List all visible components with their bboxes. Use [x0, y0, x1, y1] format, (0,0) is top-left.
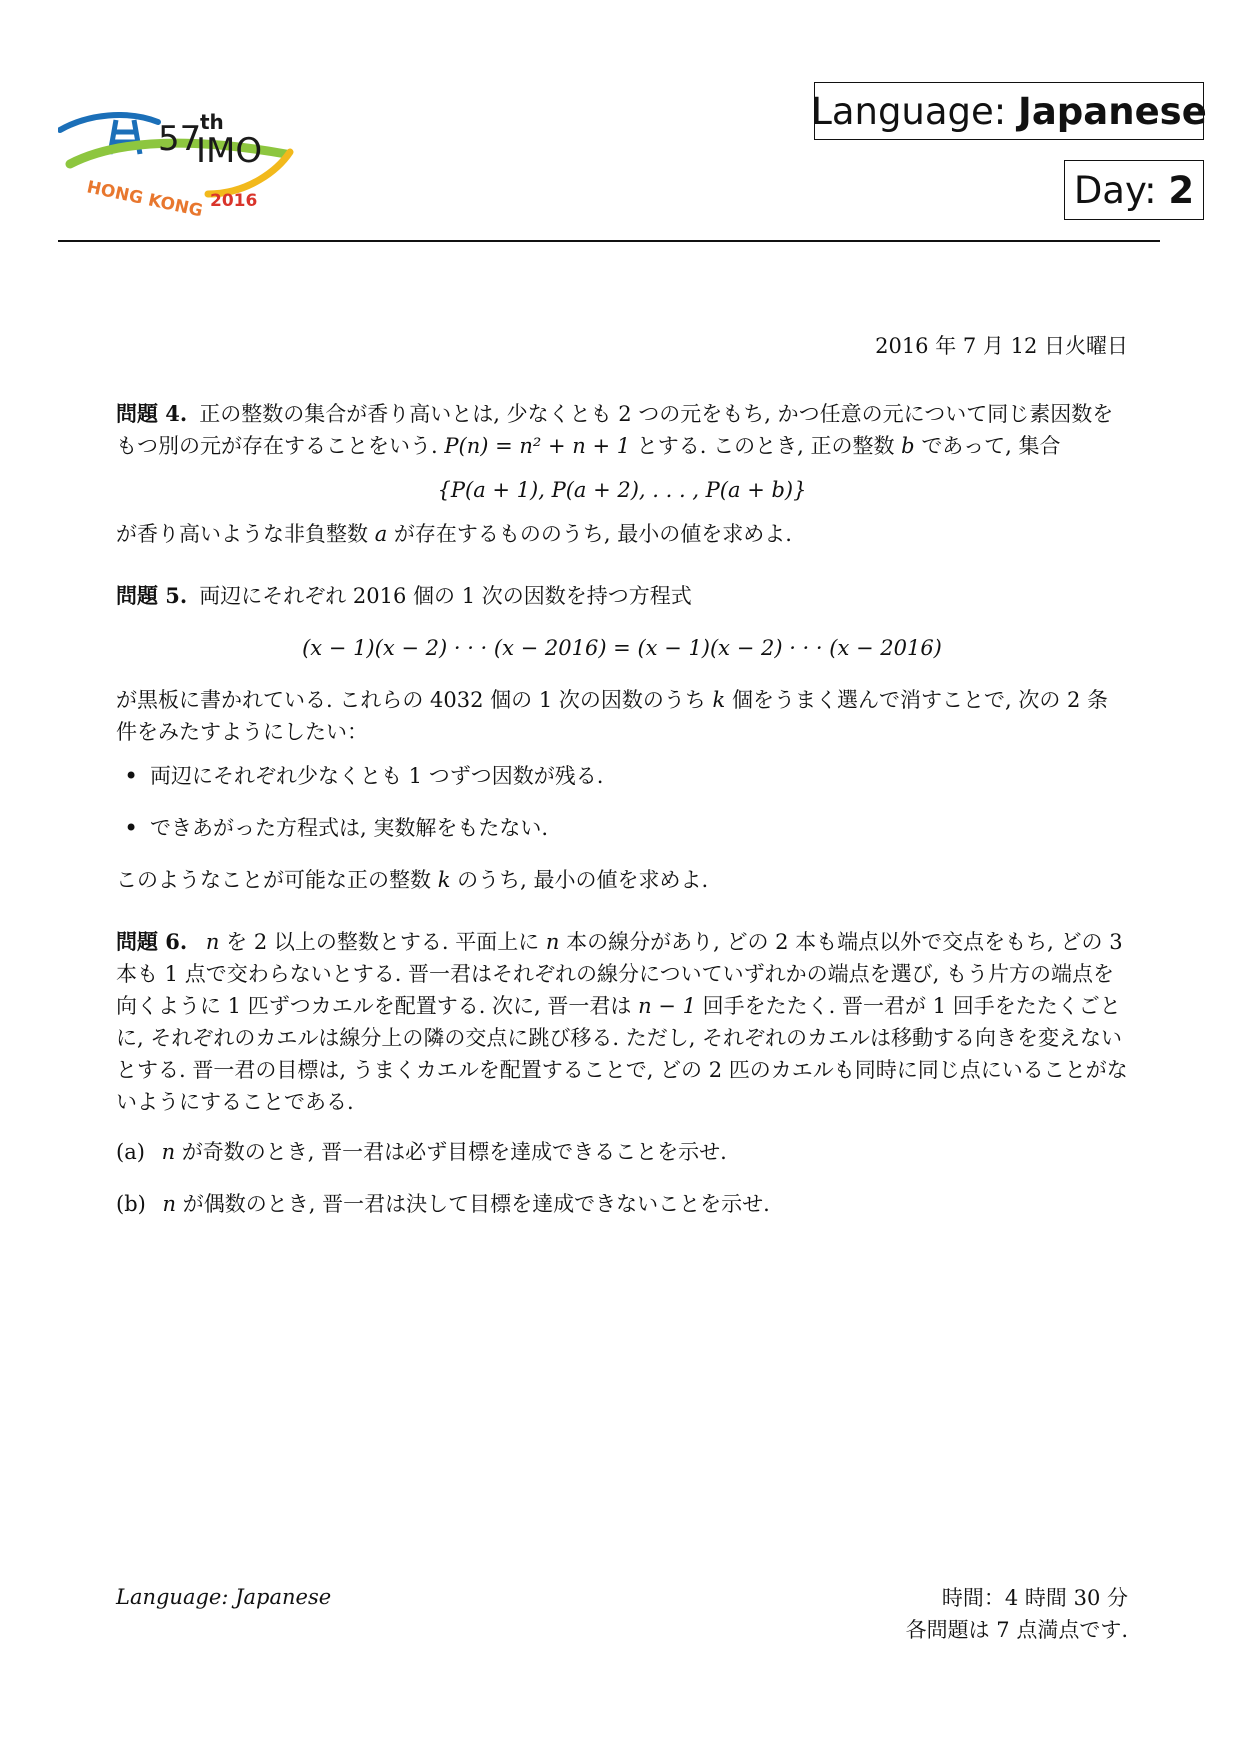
language-label: Language: — [811, 89, 1007, 133]
logo-year: 2016 — [210, 191, 258, 211]
problem-4-text-3: であって, 集合 — [921, 434, 1061, 458]
problem-6-text-3: 回手をたたく. 晋一君が 1 回手をたたくごとに, それぞれのカエルは線分上の隣の交点に跳び移る. ただし, それぞれのカエルは移動する向きを変えないとする. 晋一君の目標は, うまくカエルを配置することで, どの 2 匹のカエルも同時に同じ点にいることがないようにすることである. — [116, 994, 1128, 1114]
problem-5-display-formula: (x − 1)(x − 2) · · · (x − 2016) = (x − 1)(x − 2) · · · (x − 2016) — [302, 636, 942, 660]
problem-4-var-a: a — [374, 522, 388, 546]
footer-info — [906, 1582, 1128, 1646]
logo-city: HONG KONG — [84, 177, 205, 222]
problem-6-var-n-2: n — [545, 930, 560, 954]
problem-4 — [116, 398, 1128, 550]
problem-5-condition-1: • 両辺にそれぞれ少なくとも 1 つずつ因数が残る. — [150, 760, 1128, 792]
problem-6-part-b-text: が偶数のとき, 晋一君は決して目標を達成できないことを示せ. — [182, 1192, 770, 1216]
header-rule — [58, 240, 1160, 242]
problem-5-conditions — [116, 760, 1128, 844]
problem-4-title: 問題 4. — [116, 401, 188, 426]
day-box — [1064, 160, 1204, 220]
problem-6-part-a — [116, 1136, 1128, 1168]
logo-edition-suffix: th — [200, 112, 224, 134]
problem-6-var-n: n — [205, 930, 220, 954]
logo-edition: 57 — [158, 119, 202, 159]
day-value: 2 — [1168, 168, 1195, 212]
problem-5-text-2: が黒板に書かれている. これらの 4032 個の 1 次の因数のうち — [116, 688, 706, 712]
footer-language: Language: Japanese — [116, 1585, 332, 1609]
day-label: Day: — [1073, 168, 1157, 212]
problem-5-var-k-2: k — [437, 868, 451, 892]
problem-5-text-1: 両辺にそれぞれ 2016 個の 1 次の因数を持つ方程式 — [199, 584, 692, 608]
problem-5-condition-2: • できあがった方程式は, 実数解をもたない. — [150, 812, 1128, 844]
problem-6-text-1: を 2 以上の整数とする. 平面上に — [226, 930, 540, 954]
problem-4-var-b: b — [901, 434, 915, 458]
problem-5 — [116, 580, 1128, 896]
problem-6-expr: n − 1 — [638, 994, 696, 1018]
problem-6-part-a-text: が奇数のとき, 晋一君は必ず目標を達成できることを示せ. — [181, 1140, 727, 1164]
problem-4-text-1: 正の整数の集合が香り高いとは, 少なくとも 2 つの元をもち, かつ任意の元について同じ素因数をもつ別の元が存在することをいう. — [116, 402, 1114, 458]
footer-points: 各問題は 7 点満点です. — [905, 1618, 1128, 1642]
footer-time: 時間：4 時間 30 分 — [941, 1586, 1128, 1610]
problem-6-text-2: 本の線分があり, どの 2 本も端点以外で交点をもち, どの 3 本も 1 点で交わらないとする. 晋一君はそれぞれの線分についていずれかの端点を選び, もう片方の端点を向くように 1 匹ずつカエルを配置する. 次に, 晋一君は — [116, 930, 1123, 1018]
problem-4-text-5: が存在するもののうち, 最小の値を求めよ. — [393, 522, 792, 546]
language-box — [811, 82, 1207, 140]
problems — [116, 398, 1128, 1250]
problem-6-part-a-var-n: n — [161, 1140, 176, 1164]
problem-5-title: 問題 5. — [116, 583, 188, 608]
problem-5-text-4: このようなことが可能な正の整数 — [116, 868, 431, 892]
problem-6-part-b-label: (b) — [116, 1192, 146, 1216]
language-value: Japanese — [1018, 89, 1207, 133]
problem-4-display-formula: {P(a + 1), P(a + 2), . . . , P(a + b)} — [437, 478, 807, 502]
problem-5-text-3: 個をうまく選んで消すことで, 次の 2 条件をみたすようにしたい： — [116, 688, 1109, 744]
problem-5-var-k: k — [712, 688, 726, 712]
imo-logo — [58, 112, 338, 237]
problem-5-text-5: のうち, 最小の値を求めよ. — [457, 868, 709, 892]
problem-6-part-b — [116, 1188, 1128, 1220]
problem-6 — [116, 926, 1128, 1220]
problem-4-formula: P(n) = n² + n + 1 — [444, 434, 631, 458]
problem-4-text-2: とする. このとき, 正の整数 — [636, 434, 895, 458]
logo-org: IMO — [196, 131, 263, 171]
exam-date: 2016 年 7 月 12 日火曜日 — [875, 334, 1128, 358]
problem-6-title: 問題 6. — [116, 929, 188, 954]
problem-4-text-4: が香り高いような非負整数 — [116, 522, 368, 546]
imo-logo-graphic — [58, 112, 338, 237]
problem-6-part-b-var-n: n — [162, 1192, 177, 1216]
problem-6-part-a-label: (a) — [116, 1140, 145, 1164]
